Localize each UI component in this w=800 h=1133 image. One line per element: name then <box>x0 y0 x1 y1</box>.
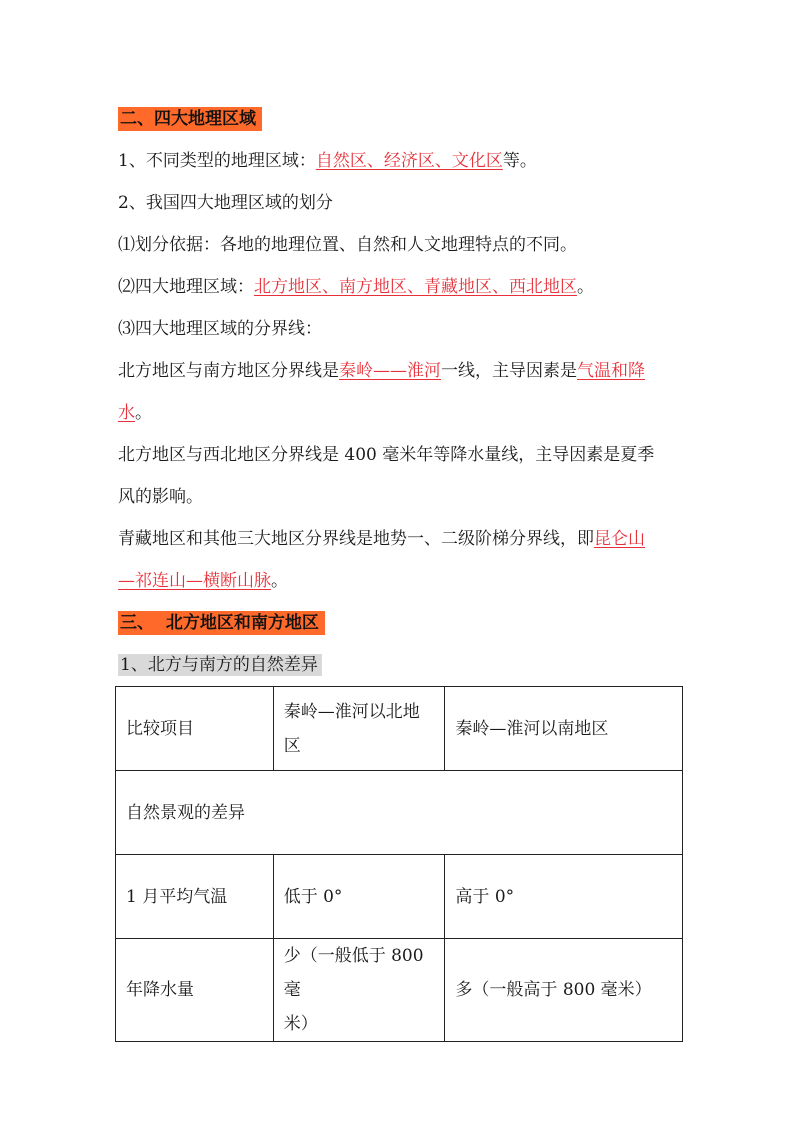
table-cell: 秦岭—淮河以南地区 <box>445 687 683 771</box>
table-cell: 低于 0° <box>273 855 445 939</box>
table-row <box>116 855 683 939</box>
paragraph-north-northwest-boundary-cont: 风的影响。 <box>118 487 203 507</box>
table-cell: 秦岭—淮河以北地 区 <box>273 687 445 771</box>
highlight-region-types: 自然区、经济区、文化区 <box>315 151 503 171</box>
paragraph-north-south-boundary: 北方地区与南方地区分界线是秦岭——淮河一线，主导因素是气温和降 <box>118 361 645 381</box>
table-cell: 多（一般高于 800 毫米） <box>445 939 683 1042</box>
highlight-temp-rain: 气温和降 <box>577 361 645 381</box>
table-cell: 比较项目 <box>116 687 274 771</box>
table-row <box>116 687 683 771</box>
sub-heading-text: 1、北方与南方的自然差异 <box>118 654 322 676</box>
section-heading-text: 三、 北方地区和南方地区 <box>118 611 325 635</box>
paragraph-north-south-boundary-cont: 水。 <box>118 403 152 423</box>
table-row <box>116 771 683 855</box>
paragraph-tibet-boundary-cont: —祁连山—横断山脉。 <box>118 571 288 591</box>
paragraph-boundaries-title: ⑶四大地理区域的分界线： <box>118 319 322 339</box>
paragraph-four-regions: ⑵四大地理区域：北方地区、南方地区、青藏地区、西北地区。 <box>118 277 594 297</box>
section-heading-north-south <box>118 612 325 634</box>
section-heading-four-regions <box>118 108 262 130</box>
paragraph-region-types: 1、不同类型的地理区域：自然区、经济区、文化区等。 <box>118 151 537 171</box>
comparison-table <box>115 686 683 1042</box>
table-cell-span: 自然景观的差异 <box>116 771 683 855</box>
table-row <box>116 939 683 1042</box>
section-heading-text: 二、四大地理区域 <box>118 107 262 131</box>
sub-heading-natural-differences <box>118 654 322 676</box>
table-cell: 高于 0° <box>445 855 683 939</box>
highlight-rain-cont: 水 <box>118 403 135 423</box>
highlight-mountain-chain: —祁连山—横断山脉 <box>118 571 271 591</box>
highlight-kunlun: 昆仑山 <box>594 529 645 549</box>
highlight-four-regions: 北方地区、南方地区、青藏地区、西北地区 <box>254 277 577 297</box>
paragraph-north-northwest-boundary: 北方地区与西北地区分界线是 400 毫米年等降水量线，主导因素是夏季 <box>118 445 655 465</box>
table-cell: 少（一般低于 800 毫 米） <box>273 939 445 1042</box>
paragraph-division-title: 2、我国四大地理区域的划分 <box>118 193 333 213</box>
highlight-qinling-huaihe: 秦岭——淮河 <box>339 361 441 381</box>
table-cell: 年降水量 <box>116 939 274 1042</box>
table-cell: 1 月平均气温 <box>116 855 274 939</box>
paragraph-division-basis: ⑴划分依据：各地的地理位置、自然和人文地理特点的不同。 <box>118 235 577 255</box>
paragraph-tibet-boundary: 青藏地区和其他三大地区分界线是地势一、二级阶梯分界线，即昆仑山 <box>118 529 645 549</box>
